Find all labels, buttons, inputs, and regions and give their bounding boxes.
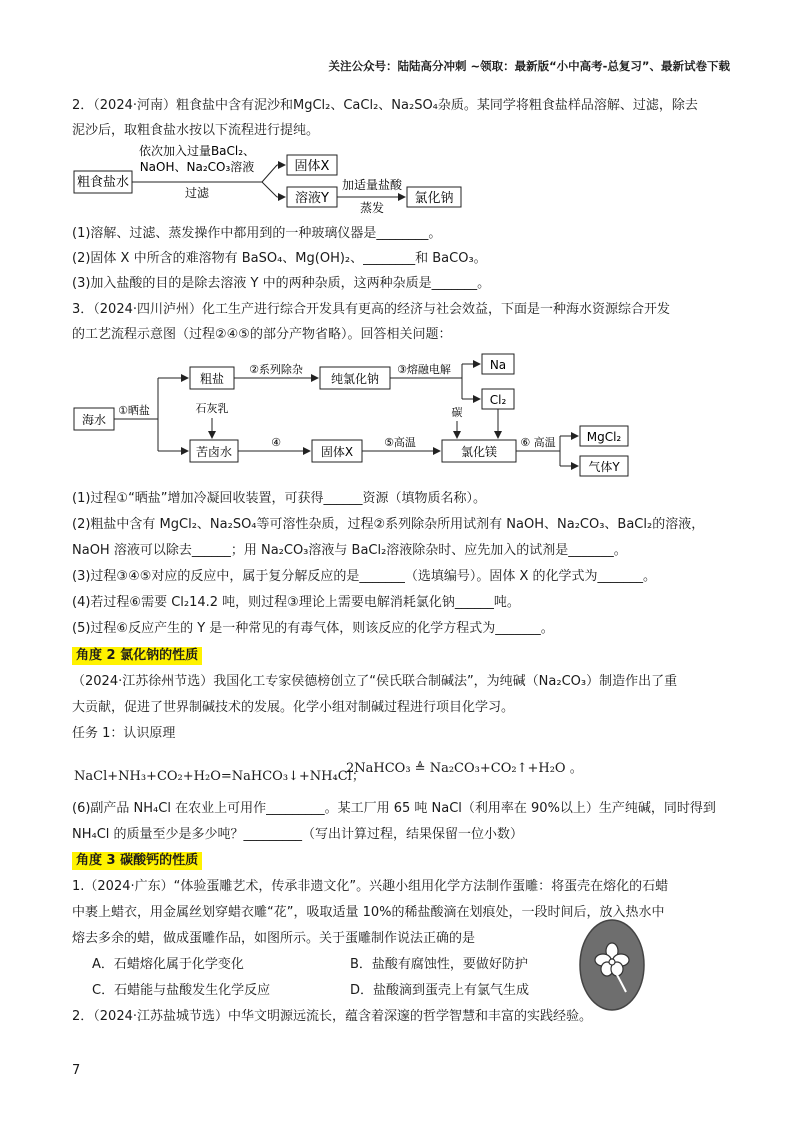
flow3-step5: ⑤高温 [384,436,416,449]
flow3-mgcl2: MgCl₂ [586,430,622,444]
angle3-q1-line2: 中裹上蜡衣，用金属丝划穿蜡衣雕“花”，吸取适量 10%的稀盐酸滴在划痕处，一段时间后，放入热水中 [72,905,665,920]
flow-start-label: 粗食盐水 [76,175,130,190]
angle2-stem-line1: （2024·江苏徐州节选）我国化工专家侯德榜创立了“侯氏联合制碱法”，为纯碱（Na₂CO₃）制造作出了重 [72,674,678,689]
angle2-stem-line2: 大贡献，促进了世界制碱技术的发展。化学小组对制碱过程进行项目化学习。 [72,700,515,715]
flow-solution-y: 溶液Y [295,191,329,206]
q3-part2-line2: NaOH 溶液可以除去______；用 Na₂CO₃溶液与 BaCl₂溶液除杂时、应先加入的试剂是_______。 [72,543,627,558]
q2-part1: (1)溶解、过滤、蒸发操作中都用到的一种玻璃仪器是________。 [72,226,442,241]
flow3-step1: ①晒盐 [118,404,150,417]
q3-part4: (4)若过程⑥需要 Cl₂14.2 吨，则过程③理论上需要电解消耗氯化钠______吨。 [72,595,520,610]
q2-stem-line2: 泥沙后，取粗食盐水按以下流程进行提纯。 [72,123,320,138]
flow-acid-label: 加适量盐酸 [341,178,403,192]
flow3-step2: ②系列除杂 [249,363,303,376]
flow3-crude-salt: 粗盐 [199,372,225,386]
flow-solid-x: 固体X [294,159,330,174]
q3-stem-line2: 的工艺流程示意图（过程②④⑤的部分产物省略）。回答相关问题： [72,327,452,342]
angle2-part6-line1: (6)副产品 NH₄Cl 在农业上可用作_________。某工厂用 65 吨 NaCl（利用率在 90%以上）生产纯碱，同时得到 [72,801,716,816]
angle2-task: 任务 1：认识原理 [72,726,176,741]
option-d: D．盐酸滴到蛋壳上有氯气生成 [350,983,530,998]
q2-stem-line1: 2．（2024·河南）粗食盐中含有泥沙和MgCl₂、CaCl₂、Na₂SO₄杂质。某同学将粗食盐样品溶解、过滤，除去 [72,98,698,113]
q3-stem-line1: 3．（2024·四川泸州）化工生产进行综合开发具有更高的经济与社会效益，下面是一种海水资源综合开发 [72,302,670,317]
flow-reagents-1: 依次加入过量BaCl₂、 [138,144,256,158]
option-b: B．盐酸有腐蚀性，要做好防护 [350,957,528,972]
flow3-step4: ④ [271,436,281,449]
flow-filter-label: 过滤 [184,186,210,200]
angle2-equation-2: 2NaHCO₃ ≜ Na₂CO₃+CO₂↑+H₂O 。 [346,761,583,776]
flow-evaporate-label: 蒸发 [359,201,385,215]
flow3-na: Na [489,358,507,372]
q3-flow-diagram [72,350,652,480]
flow3-carbon: 碳 [451,406,463,419]
angle2-equation-1: NaCl+NH₃+CO₂+H₂O=NaHCO₃↓+NH₄Cl； [74,769,365,784]
flow3-seawater: 海水 [81,413,107,427]
egg-carving-image [578,918,646,1012]
flow3-mgcl: 氯化镁 [460,445,498,459]
option-c: C．石蜡能与盐酸发生化学反应 [92,983,271,998]
flow3-pure-nacl: 纯氯化钠 [330,372,380,386]
angle3-q1-line3: 熔去多余的蜡，做成蛋雕作品，如图所示。关于蛋雕制作说法正确的是 [72,931,476,946]
q3-part2-line1: (2)粗盐中含有 MgCl₂、Na₂SO₄等可溶性杂质，过程②系列除杂所用试剂有 NaOH、Na₂CO₃、BaCl₂的溶液， [72,517,705,532]
page-number: 7 [72,1063,81,1078]
q2-flow-diagram [72,143,472,215]
flow-product-nacl: 氯化钠 [414,191,454,206]
flow3-step3: ③熔融电解 [397,363,451,376]
flow-reagents-2: NaOH、Na₂CO₃溶液 [139,160,255,174]
q3-part1: (1)过程①“晒盐”增加冷凝回收装置，可获得______资源（填物质名称）。 [72,491,487,506]
q3-part5: (5)过程⑥反应产生的 Y 是一种常见的有毒气体，则该反应的化学方程式为_______。 [72,621,554,636]
flow3-cl2: Cl₂ [489,393,507,407]
angle3-q1-line1: 1.（2024·广东）“体验蛋雕艺术，传承非遗文化”。兴趣小组用化学方法制作蛋雕：将蛋壳在熔化的石蜡 [72,879,669,894]
flow3-lime: 石灰乳 [195,402,229,415]
option-a: A．石蜡熔化属于化学变化 [92,957,244,972]
angle3-heading: 角度 3 碳酸钙的性质 [72,852,202,870]
angle3-q2: 2．（2024·江苏盐城节选）中华文明源远流长，蕴含着深邃的哲学智慧和丰富的实践经验。 [72,1009,592,1024]
flow3-solid-x: 固体X [320,445,354,459]
flow3-brine: 苦卤水 [195,445,233,459]
page-header: 关注公众号：陆陆高分冲刺 ~领取：最新版“小中高考-总复习”、最新试卷下载 [328,59,730,73]
flow3-gas-y: 气体Y [588,460,620,474]
q2-part3: (3)加入盐酸的目的是除去溶液 Y 中的两种杂质，这两种杂质是_______。 [72,276,491,291]
angle2-part6-line2: NH₄Cl 的质量至少是多少吨？_________（写出计算过程，结果保留一位小数） [72,827,524,842]
q2-part2: (2)固体 X 中所含的难溶物有 BaSO₄、Mg(OH)₂、________和 BaCO₃。 [72,251,487,266]
flow3-step6: ⑥ 高温 [520,436,556,449]
angle2-heading: 角度 2 氯化钠的性质 [72,647,202,665]
q3-part3: (3)过程③④⑤对应的反应中，属于复分解反应的是_______（选填编号）。固体 X 的化学式为_______。 [72,569,657,584]
